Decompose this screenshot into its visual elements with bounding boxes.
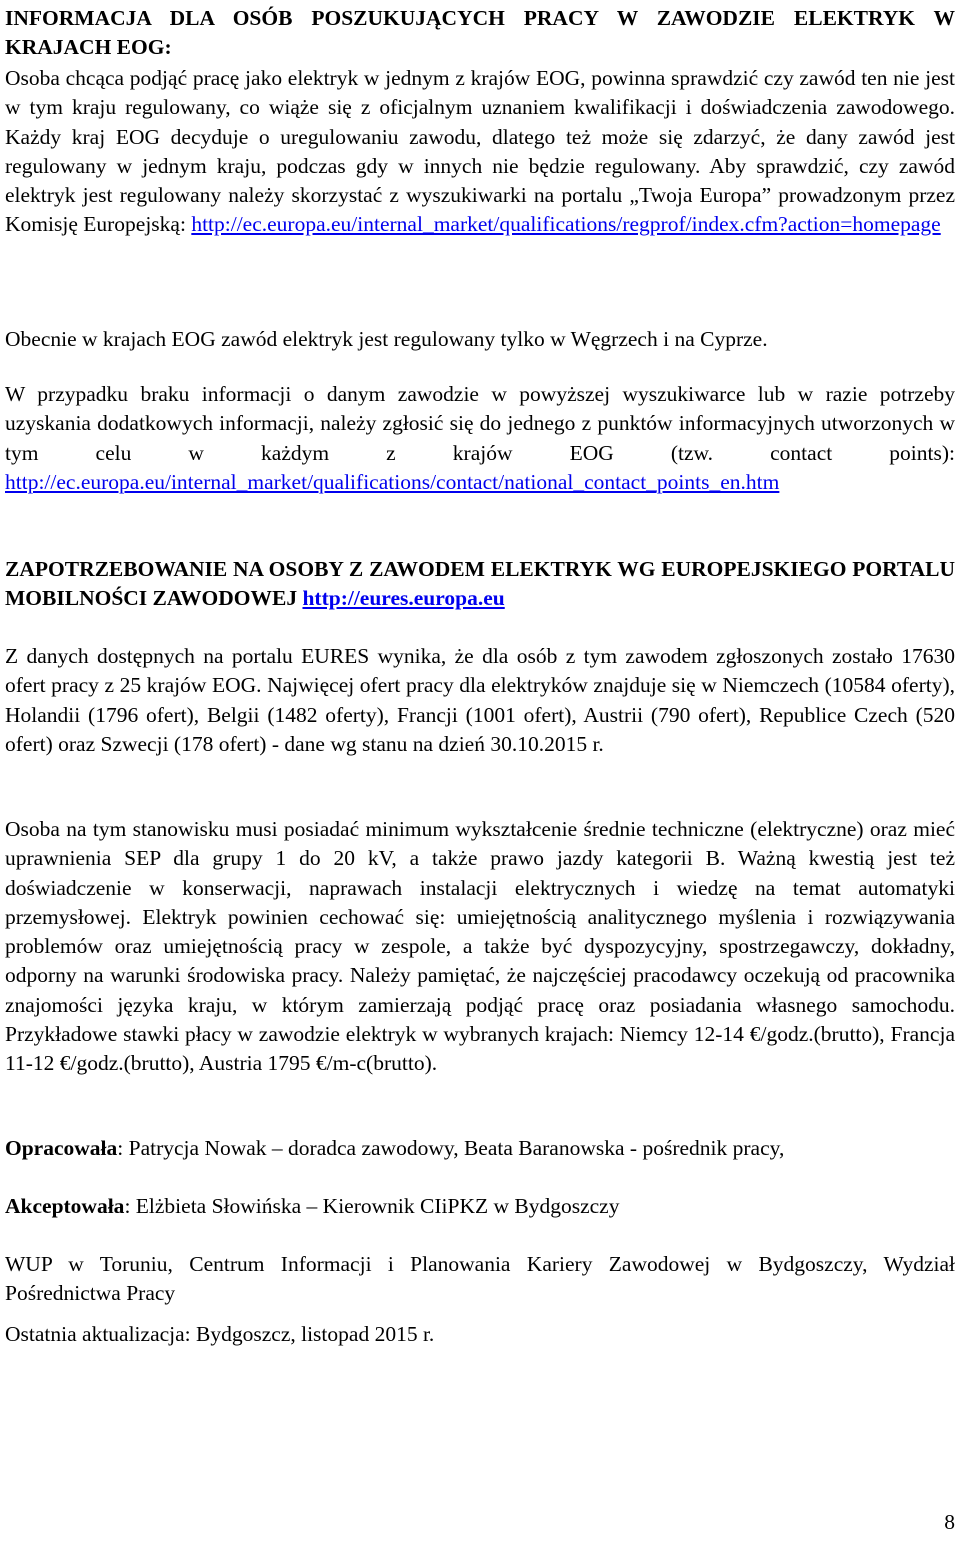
paragraph-contact-points xyxy=(5,380,955,497)
paragraph-regulated-countries: Obecnie w krajach EOG zawód elektryk jest regulowany tylko w Węgrzech i na Cyprze. xyxy=(5,327,768,351)
prepared-by-text: : Patrycja Nowak – doradca zawodowy, Beata Baranowska - pośrednik pracy, xyxy=(117,1136,785,1160)
heading-demand-text: ZAPOTRZEBOWANIE NA OSOBY Z ZAWODEM ELEKTRYK WG EUROPEJSKIEGO PORTALU MOBILNOŚCI ZAWODOWEJ xyxy=(5,557,955,611)
eures-link[interactable]: http://eures.europa.eu xyxy=(302,586,505,611)
accepted-by-label: Akceptowała xyxy=(5,1194,125,1218)
institution-info: WUP w Toruniu, Centrum Informacji i Planowania Kariery Zawodowej w Bydgoszczy, Wydział Pośrednictwa Pracy xyxy=(5,1252,955,1306)
prepared-by-label: Opracowała xyxy=(5,1136,118,1160)
prepared-by xyxy=(5,1134,955,1163)
paragraph-regulation-text: Osoba chcąca podjąć pracę jako elektryk w jednym z krajów EOG, powinna sprawdzić czy zawód ten nie jest w tym kraju regulowany, co wiąże się z oficjalnym uznaniem kwalifikacji i doświadczenia zawodowego. Każdy kraj EOG decyduje o uregulowaniu zawodu, dlatego też może się zdarzyć, że dany zawód jest regulowany w jednym kraju, podczas gdy w innych nie będzie regulowany. Aby sprawdzić, czy zawód elektryk jest regulowany należy skorzystać z wyszukiwarki na portalu „Twoja Europa” prowadzonym przez Komisję Europejską: xyxy=(5,66,955,237)
heading-info: INFORMACJA DLA OSÓB POSZUKUJĄCYCH PRACY W ZAWODZIE ELEKTRYK W KRAJACH EOG: xyxy=(5,6,955,60)
paragraph-requirements: Osoba na tym stanowisku musi posiadać minimum wykształcenie średnie techniczne (elektryczne) oraz mieć uprawnienia SEP dla grupy 1 do 20 kV, a także prawo jazdy kategorii B. Ważną kwestią jest też doświadczenie w konserwacji, naprawach instalacji elektrycznych i wiedzę na temat automatyki przemysłowej. Elektryk powinien cechować się: umiejętnością analitycznego myślenia i rozwiązywania problemów oraz umiejętnością pracy w zespole, a także być dyspozycyjny, spostrzegawczy, dokładny, odporny na warunki środowiska pracy. Należy pamiętać, że najczęściej pracodawcy oczekują od pracownika znajomości języka kraju, w którym zamierzają podjąć pracę oraz posiadania własnego samochodu. Przykładowe stawki płacy w zawodzie elektryk w wybranych krajach: Niemcy 12-14 €/godz.(brutto), Francja 11-12 €/godz.(brutto), Austria 1795 €/m-c(brutto). xyxy=(5,817,955,1076)
page-number: 8 xyxy=(944,1510,955,1534)
regprof-link[interactable]: http://ec.europa.eu/internal_market/qualifications/regprof/index.cfm?action=homepage xyxy=(191,212,941,237)
paragraph-eures-offers: Z danych dostępnych na portalu EURES wynika, że dla osób z tym zawodem zgłoszonych zostało 17630 ofert pracy z 25 krajów EOG. Najwięcej ofert pracy dla elektryków znajduje się w Niemczech (10584 oferty), Holandii (1796 ofert), Belgii (1482 oferty), Francji (1001 ofert), Austrii (790 ofert), Republice Czech (520 ofert) oraz Szwecji (178 ofert) - dane wg stanu na dzień 30.10.2015 r. xyxy=(5,644,955,756)
accepted-by xyxy=(5,1192,955,1221)
last-update: Ostatnia aktualizacja: Bydgoszcz, listopad 2015 r. xyxy=(5,1322,435,1346)
accepted-by-text: : Elżbieta Słowińska – Kierownik CIiPKZ w Bydgoszczy xyxy=(124,1194,620,1218)
paragraph-regulation xyxy=(5,64,955,240)
paragraph-contact-points-text: W przypadku braku informacji o danym zawodzie w powyższej wyszukiwarce lub w razie potrzeby uzyskania dodatkowych informacji, należy zgłosić się do jednego z punktów informacyjnych utworzonych w tym celu w każdym z krajów EOG (tzw. contact points): xyxy=(5,382,955,465)
heading-demand xyxy=(5,555,955,614)
document-page xyxy=(5,0,955,1544)
contact-points-link[interactable]: http://ec.europa.eu/internal_market/qualifications/contact/national_contact_points_en.htm xyxy=(5,469,780,494)
